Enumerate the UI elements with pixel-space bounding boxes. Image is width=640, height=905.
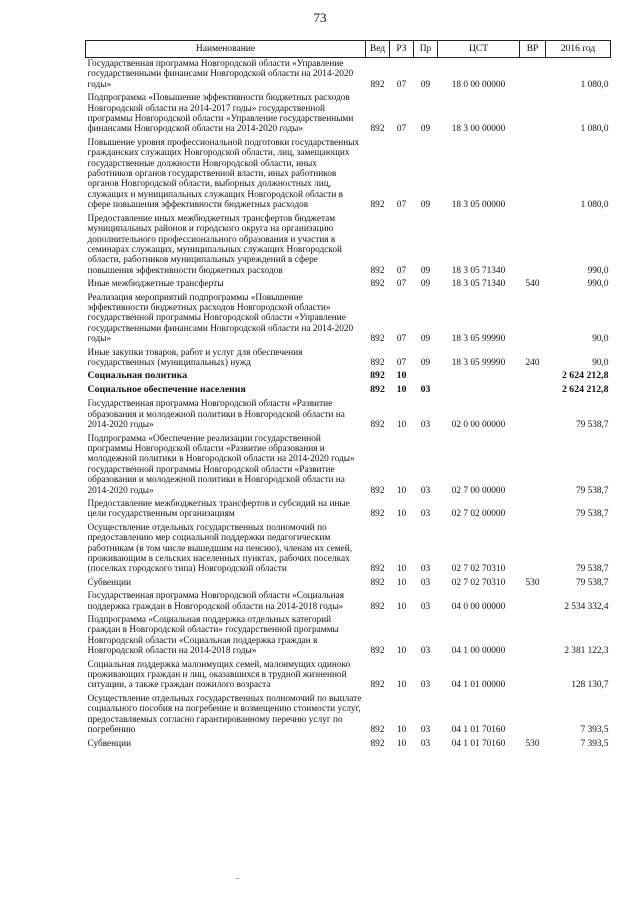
row-name: Иные межбюджетные трансферты — [87, 279, 224, 290]
row-rz: 07 — [396, 357, 407, 368]
row-vr: 530 — [525, 577, 540, 588]
row-rz: 10 — [396, 485, 407, 496]
row-rz: 10 — [396, 738, 407, 749]
row-cst: 02 0 00 00000 — [451, 420, 506, 431]
row-ved: 892 — [370, 124, 385, 135]
row-vr: 540 — [525, 279, 540, 290]
row-ved: 892 — [370, 738, 385, 749]
row-rz: 07 — [396, 124, 407, 135]
row-ved: 892 — [370, 279, 385, 290]
row-ved: 892 — [370, 420, 385, 431]
table-row — [86, 370, 611, 384]
row-ved: 892 — [370, 334, 385, 345]
row-rz: 07 — [396, 79, 407, 90]
row-name: Государственная программа Новгородской области «Развитие образования и молодежной политики в Новгородской области на 2014-2020 годы» — [87, 399, 345, 431]
row-cst: 04 1 01 70160 — [451, 738, 506, 749]
row-name: Иные закупки товаров, работ и услуг для обеспечения государственных (муниципальных) нужд — [87, 347, 303, 368]
row-ved: 892 — [370, 357, 385, 368]
row-rz: 10 — [396, 370, 407, 382]
table-body — [86, 58, 611, 751]
row-ved: 892 — [370, 577, 385, 588]
row-pr: 09 — [420, 334, 431, 345]
row-amount: 79 538,7 — [575, 564, 609, 575]
row-amount: 90,0 — [592, 357, 609, 368]
row-cst — [438, 384, 520, 398]
row-pr: 03 — [420, 601, 431, 612]
row-pr: 03 — [420, 680, 431, 691]
header-name: Наименование — [86, 41, 366, 58]
row-pr: 09 — [420, 200, 431, 211]
row-pr: 03 — [420, 509, 431, 520]
row-amount: 128 130,7 — [571, 680, 609, 691]
table-row — [86, 522, 611, 577]
table-row — [86, 137, 611, 213]
row-cst: 18 3 05 00000 — [451, 200, 506, 211]
row-rz: 10 — [396, 509, 407, 520]
row-cst: 04 0 00 00000 — [451, 601, 506, 612]
row-name: Подпрограмма «Социальная поддержка отдельных категорий граждан в Новгородской области» государственной программы Новгородской области «Социальная поддержка граждан в Новгородской области на 2014-2018 годы» — [87, 615, 339, 657]
row-name: Социальная поддержка малоимущих семей, малоимущих одиноко проживающих граждан и лиц, оказавшихся в трудной жизненной ситуации, а также граждан пожилого возраста — [87, 659, 351, 691]
row-vr — [520, 693, 546, 738]
row-ved: 892 — [370, 646, 385, 657]
row-cst: 02 7 02 70310 — [451, 577, 506, 588]
row-rz: 10 — [396, 680, 407, 691]
row-vr — [520, 498, 546, 522]
table-row — [86, 384, 611, 398]
page-number: 73 — [313, 10, 327, 25]
row-name: Государственная программа Новгородской области «Управление государственными финансами Новгородской области на 2014-2020 годы» — [87, 59, 354, 90]
header-vr: ВР — [520, 41, 546, 58]
row-rz: 10 — [396, 601, 407, 612]
row-vr: 240 — [525, 357, 540, 368]
row-cst: 02 7 02 00000 — [451, 509, 506, 520]
row-ved: 892 — [370, 564, 385, 575]
row-vr — [520, 590, 546, 614]
row-cst: 04 1 01 00000 — [451, 680, 506, 691]
header-pr: Пр — [414, 41, 438, 58]
row-vr — [520, 433, 546, 498]
row-rz: 10 — [396, 384, 407, 396]
row-name: Предоставление иных межбюджетных трансфертов бюджетам муниципальных районов и городского округа на организацию дополнительного профессионального образования и участия в семинарах служащих, муниципальных служащих Новгородской области, работников муниципальных учреждений в сфере повышения эффективности бюджетных расходов — [87, 213, 343, 276]
row-amount: 79 538,7 — [575, 577, 609, 588]
row-ved: 892 — [370, 680, 385, 691]
header-rz: РЗ — [390, 41, 414, 58]
row-pr: 03 — [420, 738, 431, 749]
row-rz: 07 — [396, 200, 407, 211]
row-vr — [520, 614, 546, 659]
row-pr: 09 — [420, 124, 431, 135]
row-name: Предоставление межбюджетных трансфертов и субсидий на иные цели государственным организациям — [87, 498, 350, 520]
row-cst: 02 7 00 00000 — [451, 485, 506, 496]
row-name: Повышение уровня профессиональной подготовки государственных гражданских служащих Новгородской области, лиц, замещающих государственные должности Новгородской области, иных работников органов государственной власти, иных работников органов Новгородской области, выборных должностных лиц, служащих и муниципальных служащих Новгородской области в сфере повышения эффективности бюджетных расходов — [87, 137, 360, 211]
row-rz: 10 — [396, 646, 407, 657]
row-amount: 1 080,0 — [580, 124, 609, 135]
row-ved: 892 — [370, 370, 385, 382]
row-name: Реализация мероприятий подпрограммы «Повышение эффективности бюджетных расходов Новгородской области» государственной программы Новгородской области «Управление государственными финансами Новгородской области на 2014-2020 годы» — [87, 292, 354, 345]
row-pr: 03 — [420, 577, 431, 588]
table-row — [86, 278, 611, 291]
row-ved: 892 — [370, 79, 385, 90]
table-row — [86, 614, 611, 659]
header-ved: Вед — [366, 41, 390, 58]
row-ved: 892 — [370, 601, 385, 612]
row-name: Субвенции — [87, 738, 132, 749]
row-pr: 03 — [420, 725, 431, 736]
row-amount: 79 538,7 — [575, 509, 609, 520]
header-cst: ЦСТ — [438, 41, 520, 58]
row-ved: 892 — [370, 725, 385, 736]
row-amount: 79 538,7 — [575, 420, 609, 431]
row-amount: 2 624 212,8 — [561, 384, 609, 396]
row-rz: 07 — [396, 265, 407, 276]
table-row — [86, 659, 611, 693]
row-pr: 09 — [420, 357, 431, 368]
row-pr — [414, 370, 438, 384]
row-rz: 10 — [396, 725, 407, 736]
row-pr: 09 — [420, 265, 431, 276]
row-vr — [520, 292, 546, 347]
row-ved: 892 — [370, 265, 385, 276]
row-amount: 79 538,7 — [575, 485, 609, 496]
row-ved: 892 — [370, 200, 385, 211]
table-row — [86, 58, 611, 93]
row-name: Государственная программа Новгородской области «Социальная поддержка граждан в Новгородской области на 2014-2018 годы» — [87, 591, 345, 612]
row-vr — [520, 398, 546, 432]
row-amount: 7 393,5 — [580, 738, 609, 749]
table-row — [86, 577, 611, 590]
row-ved: 892 — [370, 509, 385, 520]
row-vr — [520, 384, 546, 398]
row-vr — [520, 92, 546, 137]
header-amount-2016: 2016 год — [546, 41, 611, 58]
table-row — [86, 398, 611, 432]
row-vr — [520, 213, 546, 278]
table-row — [86, 433, 611, 498]
row-rz: 10 — [396, 420, 407, 431]
row-amount: 2 381 122,3 — [564, 646, 609, 657]
row-vr — [520, 137, 546, 213]
row-cst: 04 1 01 70160 — [451, 725, 506, 736]
table-row — [86, 498, 611, 522]
row-amount: 7 393,5 — [580, 725, 609, 736]
table-header-row — [86, 41, 611, 58]
table-row — [86, 92, 611, 137]
row-cst: 02 7 02 70310 — [451, 564, 506, 575]
row-amount: 1 080,0 — [580, 200, 609, 211]
table-row — [86, 738, 611, 751]
table-row — [86, 347, 611, 371]
row-name: Подпрограмма «Обеспечение реализации государственной программы Новгородской области «Развитие образования и молодежной политики в Новгородской области на 2014-2020 годы» государственной программы Новгородской области «Развитие образования и молодежной политики в Новгородской области на 2014-2020 годы» — [87, 433, 355, 496]
row-name: Осуществление отдельных государственных полномочий по предоставлению мер социальной поддержки педагогическим работникам (в том числе вышедшим на пенсию), членам их семей, проживающим в сельских населенных пунктах, рабочих поселках (поселках городского типа) Новгородской области — [87, 522, 353, 575]
row-cst: 18 3 05 71340 — [451, 265, 506, 276]
row-vr: 530 — [525, 738, 540, 749]
row-amount: 990,0 — [587, 265, 609, 276]
row-ved: 892 — [370, 485, 385, 496]
row-amount: 1 080,0 — [580, 79, 609, 90]
row-vr — [520, 522, 546, 577]
row-amount: 2 624 212,8 — [561, 370, 609, 382]
row-name: Субвенции — [87, 577, 132, 588]
row-cst: 18 3 05 71340 — [451, 279, 506, 290]
row-cst: 18 3 05 99990 — [451, 357, 506, 368]
table-row — [86, 213, 611, 278]
row-name: Подпрограмма «Повышение эффективности бюджетных расходов Новгородской области на 2014-2017 годы» государственной программы Новгородской области «Управление государственными финансами Новгородской области на 2014-2020 годы» — [87, 93, 354, 135]
row-rz: 07 — [396, 279, 407, 290]
row-vr — [520, 370, 546, 384]
row-name: Социальное обеспечение населения — [87, 384, 246, 396]
row-pr: 03 — [420, 646, 431, 657]
row-rz: 10 — [396, 577, 407, 588]
row-cst: 18 3 00 00000 — [451, 124, 506, 135]
table-row — [86, 292, 611, 347]
budget-table — [85, 40, 611, 751]
row-cst: 18 3 05 99990 — [451, 334, 506, 345]
row-pr: 03 — [420, 564, 431, 575]
row-amount: 90,0 — [592, 334, 609, 345]
row-name: Социальная политика — [87, 370, 188, 382]
row-cst: 18 0 00 00000 — [451, 79, 506, 90]
row-pr: 03 — [420, 420, 431, 431]
row-ved: 892 — [370, 384, 385, 396]
row-rz: 10 — [396, 564, 407, 575]
row-pr: 09 — [420, 79, 431, 90]
row-vr — [520, 58, 546, 93]
row-vr — [520, 659, 546, 693]
row-cst: 04 1 00 00000 — [451, 646, 506, 657]
row-pr: 03 — [420, 384, 431, 396]
row-rz: 07 — [396, 334, 407, 345]
row-pr: 03 — [420, 485, 431, 496]
row-cst — [438, 370, 520, 384]
row-amount: 2 534 332,4 — [564, 601, 609, 612]
table-row — [86, 693, 611, 738]
row-pr: 09 — [420, 279, 431, 290]
row-name: Осуществление отдельных государственных полномочий по выплате социального пособия на погребение и возмещению стоимости услуг, предоставляемых согласно гарантированному перечню услуг по погребению — [87, 693, 362, 736]
scan-mark — [236, 878, 239, 879]
table-row — [86, 590, 611, 614]
row-amount: 990,0 — [587, 279, 609, 290]
